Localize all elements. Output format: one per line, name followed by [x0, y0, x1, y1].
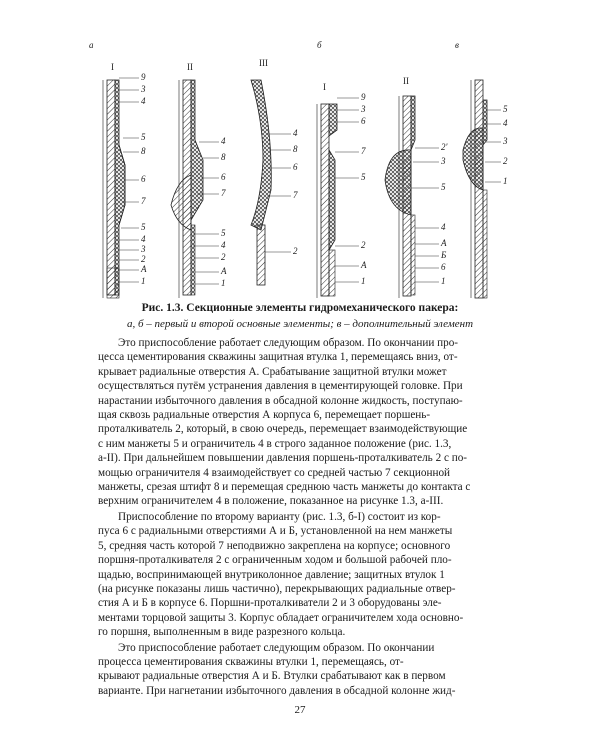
svg-text:4: 4 [141, 234, 146, 244]
svg-text:6: 6 [293, 162, 298, 172]
panel-a3-drawing [251, 80, 271, 285]
svg-text:6: 6 [361, 116, 366, 126]
text-line: нарастании избыточного давления в обсадной колонне жидкость, поступаю- [98, 394, 463, 407]
panel-a1-drawing [103, 80, 125, 298]
figure-caption-subtitle: а, б – первый и второй основные элементы; в – дополнительный элемент [126, 318, 474, 330]
svg-text:5: 5 [361, 172, 366, 182]
panel-label-a3: III [259, 58, 268, 68]
page-number: 27 [294, 704, 306, 716]
svg-text:1: 1 [441, 276, 446, 286]
svg-text:3: 3 [503, 136, 508, 146]
svg-text:2: 2 [361, 240, 366, 250]
text-line: а-II). При дальнейшем повышении давления поршень-проталкиватель 2 с по- [98, 452, 468, 465]
svg-text:5: 5 [503, 104, 508, 114]
panel-a2-drawing [171, 80, 203, 298]
svg-text:3: 3 [361, 104, 366, 114]
panel-b2-callouts [411, 142, 449, 286]
svg-text:А: А [221, 266, 227, 276]
text-line: проталкиватель 2, который, в свою очередь, перемещает взаимодействующие [98, 423, 468, 436]
svg-text:8: 8 [141, 146, 146, 156]
text-line: процесса цементирования скважины втулки 1, перемещаясь, от- [98, 655, 404, 668]
svg-text:4: 4 [503, 118, 508, 128]
svg-text:5: 5 [141, 132, 146, 142]
panel-label-a2: II [187, 62, 193, 72]
text-line: варианте. При нагнетании избыточного давления в обсадной колонне жид- [98, 684, 456, 697]
svg-text:9: 9 [361, 92, 366, 102]
svg-text:2: 2 [221, 252, 226, 262]
text-line: Приспособление по второму варианту (рис. 1.3, б-I) состоит из кор- [118, 510, 441, 523]
text-line: 5, средняя часть которой 7 неподвижно закреплена на корпусе; основного [98, 539, 451, 552]
text-line: с ним манжеты 5 и ограничитель 4 в строго заданное положение (рис. 1.3, [98, 437, 452, 450]
svg-text:9: 9 [141, 72, 146, 82]
svg-text:5: 5 [221, 228, 226, 238]
body-text [98, 336, 506, 698]
svg-text:4: 4 [441, 222, 446, 232]
text-line: цесса цементирования скважины защитная втулка 1, перемещаясь вниз, от- [98, 351, 458, 364]
group-label-a: а [89, 40, 94, 50]
svg-text:7: 7 [141, 196, 146, 206]
svg-text:8: 8 [221, 152, 226, 162]
svg-text:3: 3 [141, 84, 146, 94]
svg-text:8: 8 [293, 144, 298, 154]
svg-text:1: 1 [141, 276, 146, 286]
paragraph-1 [98, 336, 506, 509]
svg-text:2: 2 [141, 254, 146, 264]
panel-b1-drawing [317, 104, 337, 298]
svg-text:3: 3 [141, 244, 146, 254]
group-label-c: в [455, 40, 459, 50]
text-line: поршня-проталкивателя 2 с ограниченным ходом и большой рабочей пло- [98, 554, 452, 567]
panel-label-b1: I [323, 82, 326, 92]
text-line: (на рисунке показаны лишь частично), перекрывающих радиальные отвер- [98, 582, 456, 595]
svg-text:7: 7 [361, 146, 366, 156]
text-line: ментами торцовой защиты 3. Корпус обладает ограничителем хода основно- [98, 611, 464, 624]
svg-text:1: 1 [361, 276, 366, 286]
svg-text:1: 1 [503, 176, 508, 186]
text-line: крывают радиальные отверстия А и Б. Втулки срабатывают как в первом [98, 670, 446, 683]
text-line: Это приспособление работает следующим образом. По окончании про- [118, 337, 459, 349]
svg-text:Б: Б [441, 250, 447, 260]
svg-text:4: 4 [221, 136, 226, 146]
text-line: го поршня, выполненным в виде разрезного кольца. [98, 626, 346, 639]
svg-text:4: 4 [141, 96, 146, 106]
svg-text:2: 2 [503, 156, 508, 166]
text-line: осуществляться путём устранения давления в цементирующей головке. При [98, 380, 463, 393]
panel-c-drawing [463, 80, 487, 298]
svg-text:2': 2' [441, 142, 448, 152]
svg-text:5: 5 [141, 222, 146, 232]
svg-text:5: 5 [441, 182, 446, 192]
paragraph-2 [98, 510, 506, 640]
svg-text:2: 2 [293, 246, 298, 256]
text-line: щадью, воспринимающей внутриколонное давление; защитных втулок 1 [98, 568, 445, 581]
svg-text:А: А [141, 264, 147, 274]
text-line: мощью ограничителя 4 взаимодействует со средней частью 7 секционной [98, 466, 451, 479]
panel-label-a1: I [111, 62, 114, 72]
svg-text:6: 6 [141, 174, 146, 184]
panel-label-b2: II [403, 76, 409, 86]
figure-caption-title: Рис. 1.3. Секционные элементы гидромеханического пакера: [141, 302, 459, 314]
text-line: крывает радиальные отверстия А. Срабатывание защитной втулки может [98, 365, 447, 378]
svg-text:А: А [361, 260, 367, 270]
figure [85, 40, 515, 302]
svg-text:7: 7 [293, 190, 298, 200]
text-line: манжеты, срезая штифт 8 и перемещая среднюю часть манжеты до контакта с [98, 481, 471, 494]
text-line: верхним ограничителем 4 в положение, показанное на рисунке 1.3, а-III. [98, 495, 444, 508]
svg-text:7: 7 [221, 188, 226, 198]
svg-text:3: 3 [441, 156, 446, 166]
text-line: пуса 6 с радиальными отверстиями А и Б, установленной на нем манжеты [98, 525, 453, 538]
svg-text:6: 6 [221, 172, 226, 182]
panel-b1-callouts [335, 92, 367, 286]
text-line: Это приспособление работает следующим образом. По окончании [118, 641, 435, 654]
svg-text:1: 1 [221, 278, 226, 288]
svg-text:6: 6 [441, 262, 446, 272]
paragraph-3 [98, 641, 506, 699]
svg-text:А: А [441, 238, 447, 248]
text-line: щая сквозь радиальные отверстия А корпуса 6, перемещает поршень- [98, 409, 431, 422]
panel-c-callouts [485, 104, 508, 186]
group-label-b: б [317, 40, 322, 50]
panel-b2-drawing [385, 96, 415, 298]
svg-text:4: 4 [293, 128, 298, 138]
text-line: стия А и Б в корпусе 6. Поршни-проталкиватели 2 и 3 оборудованы эле- [98, 597, 442, 610]
packer-diagram [85, 40, 515, 302]
svg-text:4: 4 [221, 240, 226, 250]
